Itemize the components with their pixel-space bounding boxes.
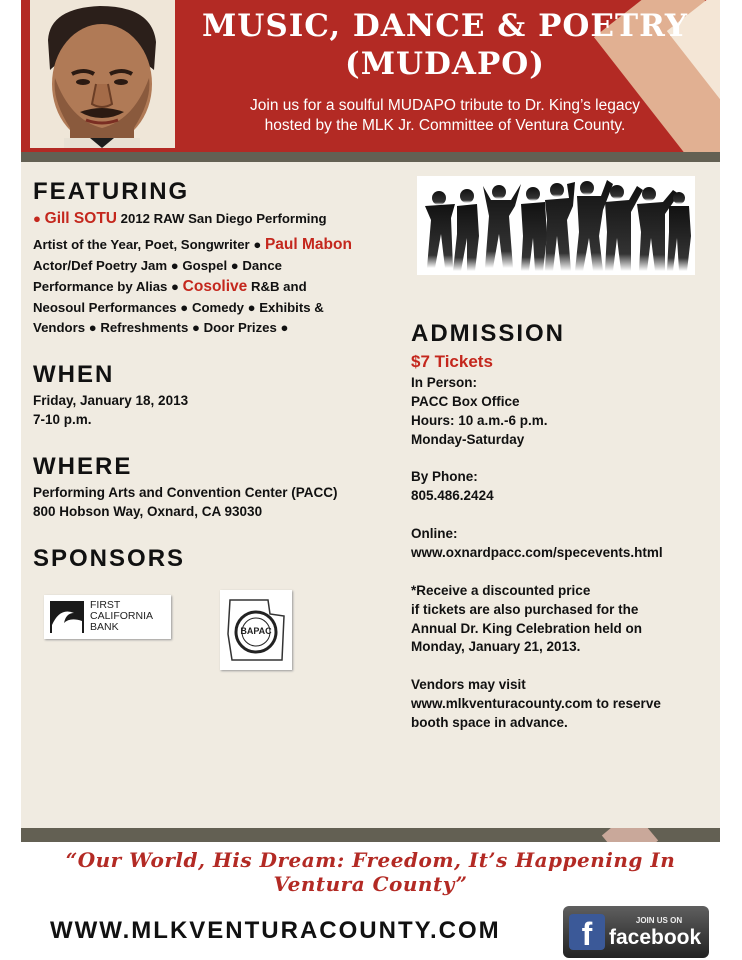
venue-address: 800 Hobson Way, Oxnard, CA 93030 bbox=[33, 504, 263, 519]
bank-name-line: FIRST bbox=[90, 599, 121, 611]
invite-text-line1: Join us for a soulful MUDAPO tribute to Dr. King’s legacy bbox=[250, 97, 640, 114]
phone-number: 805.486.2424 bbox=[411, 488, 494, 504]
bapac-text: BAPAC bbox=[240, 626, 272, 636]
featuring-line: Actor/Def Poetry Jam ● Gospel ● Dance bbox=[33, 258, 282, 273]
admission-line: PACC Box Office bbox=[411, 393, 520, 409]
admission-heading: ADMISSION bbox=[411, 320, 566, 347]
vendor-url: www.mlkventuracounty.com to reserve bbox=[411, 696, 661, 712]
featuring-line: Vendors ● Refreshments ● Door Prizes ● bbox=[33, 320, 289, 335]
featuring-line bbox=[33, 210, 423, 228]
bank-name-line: BANK bbox=[90, 621, 119, 633]
featuring-line bbox=[33, 236, 423, 254]
admission-line bbox=[411, 450, 663, 469]
admission-line: Hours: 10 a.m.-6 p.m. bbox=[411, 412, 548, 428]
mlk-portrait-illustration bbox=[30, 0, 175, 148]
bullet: ● bbox=[33, 211, 45, 226]
performer-name: Paul Mabon bbox=[264, 236, 352, 253]
admission-line bbox=[411, 506, 663, 525]
admission-line: Annual Dr. King Celebration held on bbox=[411, 620, 643, 636]
featuring-text: R&B and bbox=[247, 279, 307, 294]
bapac-logo bbox=[220, 590, 292, 670]
where-heading: WHERE bbox=[33, 453, 133, 480]
facebook-wordmark: facebook bbox=[609, 926, 702, 949]
first-california-bank-logo bbox=[44, 595, 171, 639]
sponsors-heading: SPONSORS bbox=[33, 545, 186, 572]
featuring-text: 2012 RAW San Diego Performing bbox=[116, 211, 327, 226]
admission-line: In Person: bbox=[411, 375, 478, 390]
admission-line: By Phone: bbox=[411, 469, 478, 485]
tagline: “Our World, His Dream: Freedom, It’s Happening In Ventura County” bbox=[65, 848, 676, 896]
dancers-silhouette-image bbox=[417, 176, 695, 275]
ticket-price: $7 Tickets bbox=[411, 352, 493, 371]
admission-line: Online: bbox=[411, 526, 458, 542]
performer-name: Cosolive bbox=[182, 278, 248, 295]
wave-icon bbox=[50, 601, 84, 633]
bank-name-line: CALIFORNIA bbox=[90, 610, 154, 622]
admission-line bbox=[411, 563, 663, 582]
performer-name: Gill SOTU bbox=[44, 210, 117, 227]
featuring-text: Performance by Alias ● bbox=[33, 279, 183, 294]
decorative-stripe bbox=[602, 828, 658, 842]
admission-details bbox=[411, 374, 663, 733]
admission-line: Monday-Saturday bbox=[411, 431, 525, 447]
divider-band bbox=[21, 828, 720, 842]
facebook-icon: f bbox=[569, 914, 605, 950]
website-url[interactable]: WWW.MLKVENTURACOUNTY.COM bbox=[50, 917, 501, 944]
admission-line: Monday, January 21, 2013. bbox=[411, 639, 581, 655]
facebook-join-label: JOIN US ON bbox=[635, 916, 683, 925]
divider-band bbox=[21, 152, 720, 162]
event-time: 7-10 p.m. bbox=[33, 412, 92, 427]
invite-text-line2: hosted by the MLK Jr. Committee of Ventura County. bbox=[264, 117, 626, 134]
bank-name bbox=[90, 600, 153, 633]
admission-line: if tickets are also purchased for the bbox=[411, 601, 639, 617]
admission-line: booth space in advance. bbox=[411, 715, 568, 731]
featuring-line: Neosoul Performances ● Comedy ● Exhibits & bbox=[33, 300, 324, 315]
ticket-url: www.oxnardpacc.com/specevents.html bbox=[411, 545, 663, 561]
featuring-heading: FEATURING bbox=[33, 178, 190, 205]
featuring-text: Artist of the Year, Poet, Songwriter ● bbox=[33, 237, 265, 252]
event-title-line1: MUSIC, DANCE & POETRY bbox=[201, 8, 689, 44]
venue-name: Performing Arts and Convention Center (PACC) bbox=[33, 485, 338, 500]
admission-line: *Receive a discounted price bbox=[411, 582, 591, 598]
when-heading: WHEN bbox=[33, 361, 115, 388]
admission-line: Vendors may visit bbox=[411, 677, 526, 693]
admission-line bbox=[411, 657, 663, 676]
event-date: Friday, January 18, 2013 bbox=[33, 393, 189, 408]
featuring-line bbox=[33, 278, 423, 296]
event-title-line2: (MUDAPO) bbox=[345, 46, 545, 82]
facebook-join-button[interactable] bbox=[563, 906, 709, 958]
